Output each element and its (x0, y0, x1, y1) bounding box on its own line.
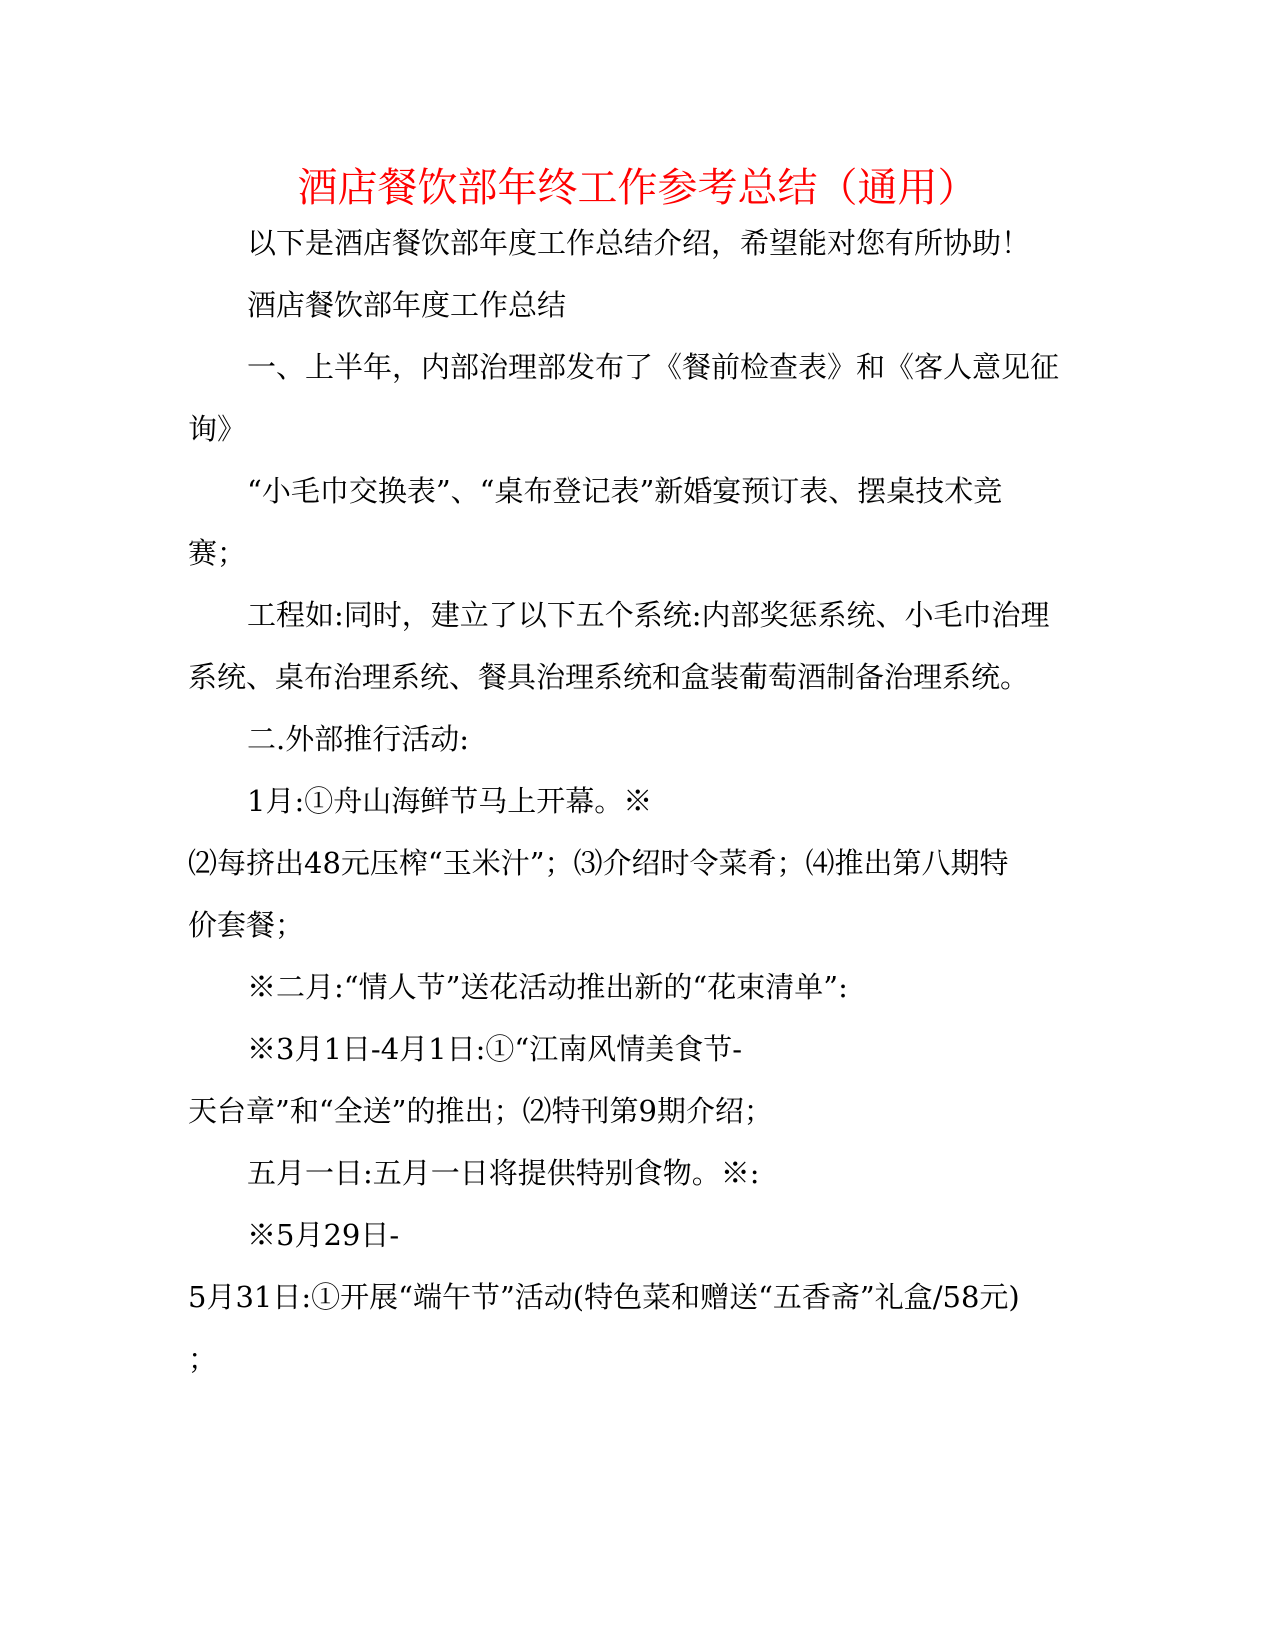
section-heading: 二.外部推行活动: (247, 722, 469, 756)
paragraph-line: ； (188, 1342, 218, 1376)
paragraph-line: “小毛巾交换表”、“桌布登记表”新婚宴预订表、摆桌技术竞 (247, 474, 1003, 508)
paragraph-line: 一、上半年，内部治理部发布了《餐前检查表》和《客人意见征 (247, 350, 1060, 384)
paragraph-line: 1月:①舟山海鲜节马上开幕。※ (247, 784, 653, 818)
paragraph-line: 价套餐； (188, 908, 305, 942)
paragraph-line: 工程如:同时，建立了以下五个系统:内部奖惩系统、小毛巾治理 (247, 598, 1050, 632)
paragraph-line: 五月一日:五月一日将提供特别食物。※: (247, 1156, 760, 1190)
paragraph-line: ※二月:“情人节”送花活动推出新的“花束清单”: (247, 970, 848, 1004)
section-heading: 酒店餐饮部年度工作总结 (247, 288, 567, 322)
intro-line: 以下是酒店餐饮部年度工作总结介绍，希望能对您有所协助！ (247, 226, 1031, 260)
paragraph-line: 5月31日:①开展“端午节”活动(特色菜和赠送“五香斋”礼盒/58元) (188, 1280, 1020, 1314)
paragraph-line: ⑵每挤出48元压榨“玉米汁”；⑶介绍时令菜肴；⑷推出第八期特 (188, 846, 1009, 880)
paragraph-line: ※3月1日-4月1日:①“江南风情美食节- (247, 1032, 742, 1066)
paragraph-line: 询》 (188, 412, 247, 446)
paragraph-line: 赛； (188, 536, 247, 570)
paragraph-line: ※5月29日- (247, 1218, 400, 1252)
paragraph-line: 系统、桌布治理系统、餐具治理系统和盒装葡萄酒制备治理系统。 (188, 660, 1030, 694)
paragraph-line: 天台章”和“全送”的推出；⑵特刊第9期介绍； (188, 1094, 773, 1128)
document-title: 酒店餐饮部年终工作参考总结（通用） (297, 165, 978, 211)
